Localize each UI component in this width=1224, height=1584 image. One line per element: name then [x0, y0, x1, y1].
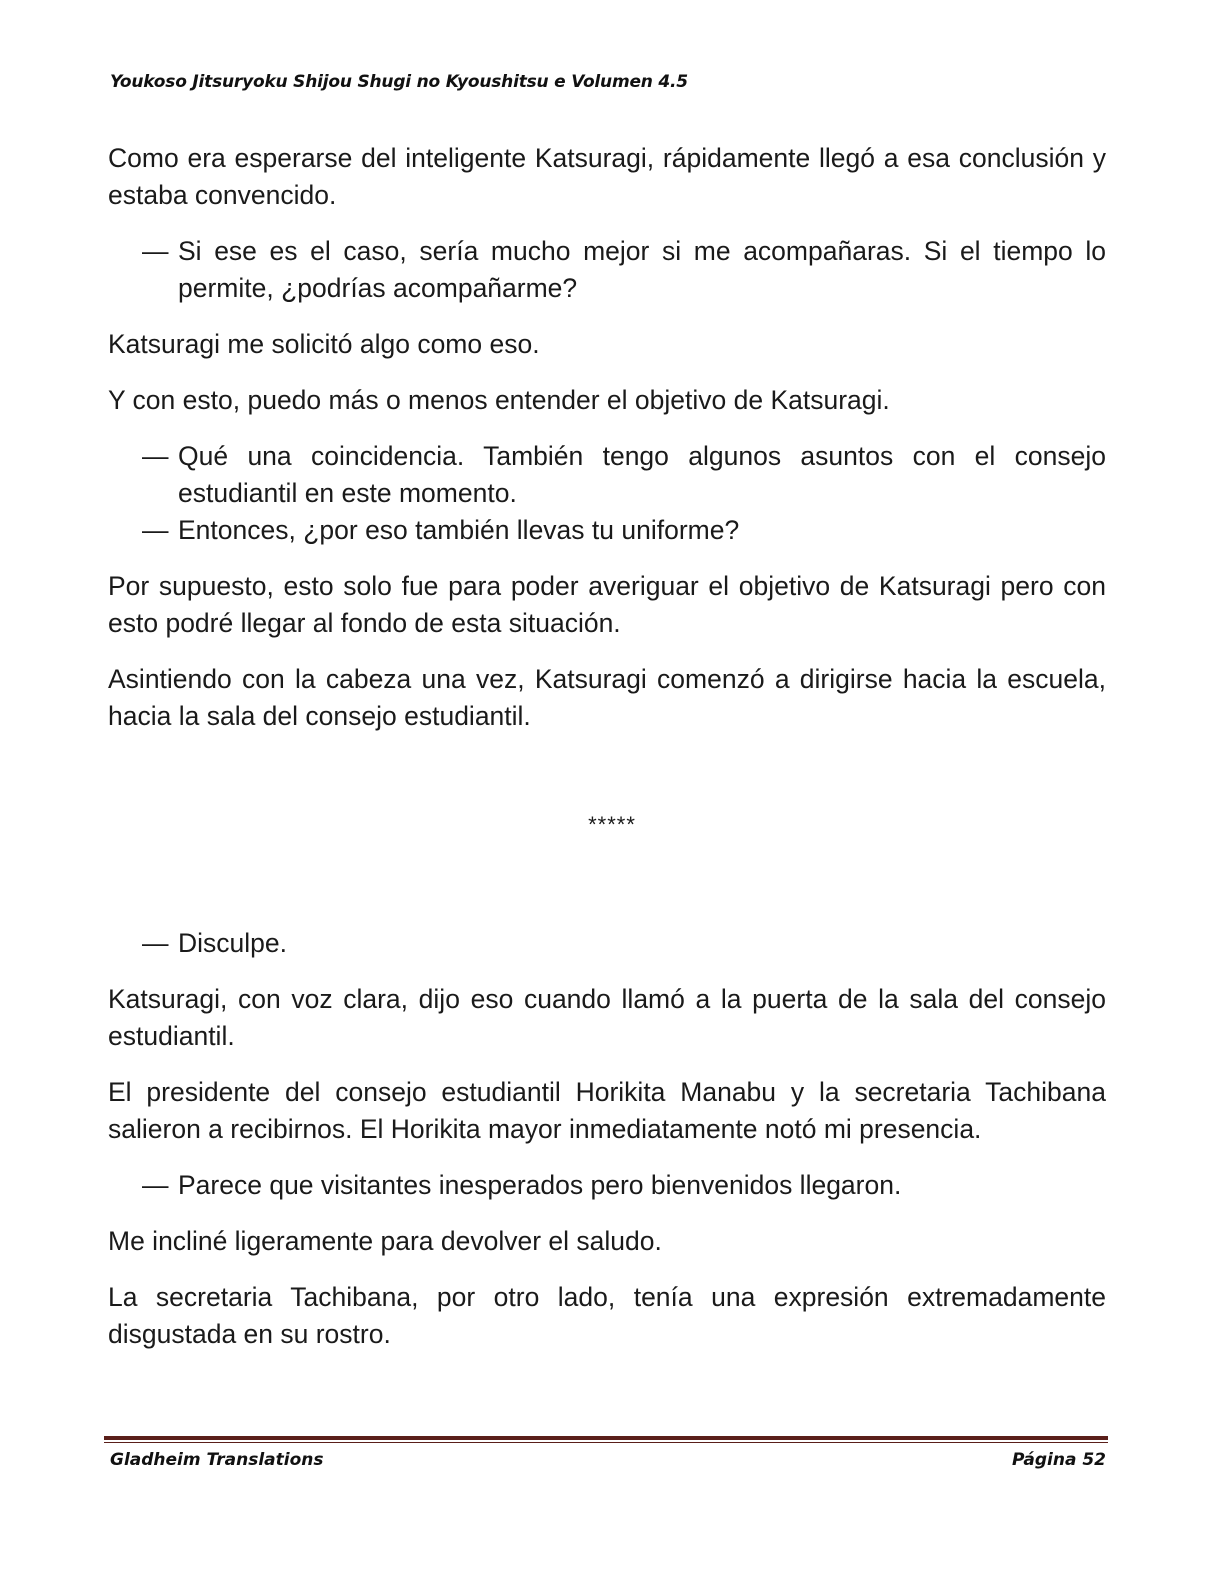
em-dash: — [142, 515, 169, 545]
dialogue-line [108, 438, 1106, 512]
paragraph: Asintiendo con la cabeza una vez, Katsuragi comenzó a dirigirse hacia la escuela, hacia la sala del consejo estudiantil. [108, 664, 1106, 731]
dialogue-text: Disculpe. [178, 928, 287, 958]
footer-divider-thin [104, 1442, 1108, 1443]
paragraph: Como era esperarse del inteligente Katsuragi, rápidamente llegó a esa conclusión y estaba convencido. [108, 143, 1106, 210]
dialogue-line [108, 233, 1106, 307]
dialogue-text: Qué una coincidencia. También tengo algunos asuntos con el consejo estudiantil en este momento. [178, 441, 1106, 508]
em-dash: — [142, 236, 169, 266]
dialogue-group [108, 1167, 1106, 1204]
scene-separator: ***** [588, 812, 636, 837]
body-text-top [108, 140, 1106, 754]
footer-page-number: Página 52 [1012, 1450, 1106, 1470]
dialogue-group [108, 925, 1106, 962]
body-text-bottom [108, 925, 1106, 1372]
dialogue-line [108, 925, 1106, 962]
page-header-title: Youkoso Jitsuryoku Shijou Shugi no Kyoushitsu e Volumen 4.5 [110, 72, 688, 92]
dialogue-line [108, 512, 1106, 549]
dialogue-group [108, 438, 1106, 549]
paragraph: Katsuragi, con voz clara, dijo eso cuando llamó a la puerta de la sala del consejo estudiantil. [108, 984, 1106, 1051]
em-dash: — [142, 928, 169, 958]
dialogue-text: Entonces, ¿por eso también llevas tu uniforme? [178, 515, 740, 545]
dialogue-text: Parece que visitantes inesperados pero bienvenidos llegaron. [178, 1170, 902, 1200]
dialogue-group [108, 233, 1106, 307]
paragraph: Y con esto, puedo más o menos entender el objetivo de Katsuragi. [108, 385, 890, 415]
paragraph: Katsuragi me solicitó algo como eso. [108, 329, 540, 359]
paragraph: Por supuesto, esto solo fue para poder averiguar el objetivo de Katsuragi pero con esto podré llegar al fondo de esta situación. [108, 571, 1106, 638]
footer-translator-credit: Gladheim Translations [110, 1450, 324, 1470]
paragraph: El presidente del consejo estudiantil Horikita Manabu y la secretaria Tachibana salieron a recibirnos. El Horikita mayor inmediatamente notó mi presencia. [108, 1077, 1106, 1144]
em-dash: — [142, 1170, 169, 1200]
footer-divider-thick [104, 1436, 1108, 1440]
dialogue-line [108, 1167, 1106, 1204]
paragraph: La secretaria Tachibana, por otro lado, tenía una expresión extremadamente disgustada en su rostro. [108, 1282, 1106, 1349]
dialogue-text: Si ese es el caso, sería mucho mejor si me acompañaras. Si el tiempo lo permite, ¿podrías acompañarme? [178, 236, 1106, 303]
footer-divider [104, 1436, 1108, 1444]
em-dash: — [142, 441, 169, 471]
paragraph: Me incliné ligeramente para devolver el saludo. [108, 1226, 662, 1256]
